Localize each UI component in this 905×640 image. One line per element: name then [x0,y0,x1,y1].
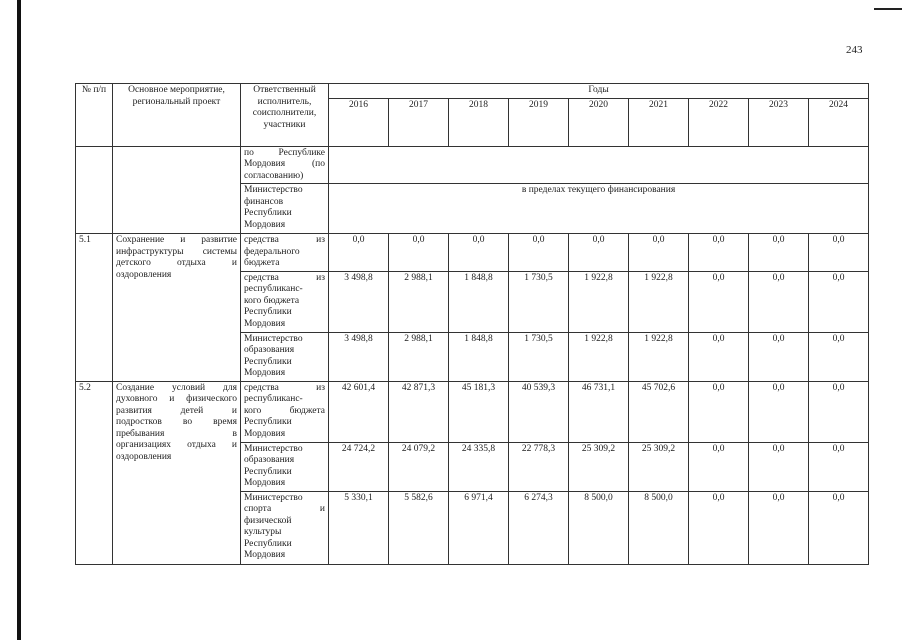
header-num: № п/п [76,84,113,147]
value-cell: 0,0 [569,234,629,272]
header-year: 2023 [749,98,809,146]
header-responsible: Ответственный исполнитель, соисполнители, участники [241,84,329,147]
value-cell: 45 181,3 [449,381,509,442]
cell-line: Республики [244,417,292,427]
value-cell: 0,0 [509,234,569,272]
value-cell: 5 582,6 [389,491,449,564]
responsible-cell [241,146,329,184]
value-cell: 1 922,8 [629,271,689,332]
cell-line: Республики [244,307,292,317]
cell-line: Республики [244,356,292,367]
value-cell: 0,0 [689,381,749,442]
corner-mark [874,8,902,10]
value-cell: 6 971,4 [449,491,509,564]
header-years: Годы [329,84,869,99]
value-cell: 0,0 [749,491,809,564]
value-cell: 2 988,1 [389,271,449,332]
cell-line: Республики [244,466,292,477]
header-event: Основное мероприятие, региональный проект [113,84,241,147]
cell-line: кого бюджета [244,405,325,416]
table-row [76,381,869,442]
responsible-cell [241,442,329,491]
value-cell: 6 274,3 [509,491,569,564]
cell-line: средства из [244,235,325,245]
value-cell: 24 724,2 [329,442,389,491]
page-number: 243 [846,44,863,56]
cell-line: Министерство [244,492,303,503]
value-cell: 0,0 [809,491,869,564]
value-cell: 24 335,8 [449,442,509,491]
value-cell: 8 500,0 [569,491,629,564]
value-cell: 42 871,3 [389,381,449,442]
row-number: 5.1 [76,234,113,382]
value-cell: 8 500,0 [629,491,689,564]
value-cell: 0,0 [629,234,689,272]
value-cell: 0,0 [749,332,809,381]
value-cell: 0,0 [749,271,809,332]
value-cell: 1 922,8 [569,332,629,381]
financing-note: в пределах текущего финансирования [329,184,869,234]
header-year: 2024 [809,98,869,146]
responsible-cell [241,381,329,442]
cell-line: детского отдыха и [116,258,237,268]
cell-line: Республики [244,208,292,218]
cell-line: организациях отдыха и [116,440,237,450]
cell-line: Министерство [244,333,303,344]
cell-line: образования [244,345,295,355]
value-cell: 3 498,8 [329,332,389,381]
value-cell: 1 730,5 [509,271,569,332]
cell-line: Сохранение и развитие [116,235,237,245]
value-cell: 0,0 [689,491,749,564]
cell-line: подростков во время [116,417,237,427]
value-cell: 0,0 [749,234,809,272]
value-cell: 0,0 [689,234,749,272]
value-cell: 0,0 [809,271,869,332]
table-row [76,234,869,272]
cell-line: Создание условий для [116,382,237,393]
cell-line: Мордовия [244,550,286,560]
value-cell: 1 730,5 [509,332,569,381]
value-cell: 46 731,1 [569,381,629,442]
table-cell [76,146,113,234]
value-cell: 40 539,3 [509,381,569,442]
value-cell: 45 702,6 [629,381,689,442]
cell-line: финансов [244,196,284,207]
cell-line: Мордовия [244,428,286,439]
event-title [113,234,241,382]
table-cell [329,146,869,184]
budget-table [75,83,869,565]
value-cell: 2 988,1 [389,332,449,381]
cell-line: развития детей и [116,405,237,416]
cell-line: оздоровления [116,269,172,280]
responsible-cell [241,234,329,272]
header-year: 2020 [569,98,629,146]
cell-line: республиканс- [244,394,303,404]
responsible-cell [241,332,329,381]
value-cell: 5 330,1 [329,491,389,564]
value-cell: 3 498,8 [329,271,389,332]
cell-line: пребывания в [116,428,237,439]
header-year: 2022 [689,98,749,146]
value-cell: 1 848,8 [449,271,509,332]
cell-line: Республики [244,538,292,549]
value-cell: 0,0 [449,234,509,272]
header-year: 2017 [389,98,449,146]
cell-line: Мордовия [244,368,286,378]
value-cell: 0,0 [689,332,749,381]
cell-line: республиканс- [244,284,303,294]
continuation-row [76,146,869,184]
value-cell: 0,0 [809,332,869,381]
cell-line: согласованию) [244,170,304,181]
value-cell: 42 601,4 [329,381,389,442]
value-cell: 25 309,2 [629,442,689,491]
cell-line: бюджета [244,258,280,268]
cell-line: средства из [244,382,325,393]
value-cell: 0,0 [389,234,449,272]
value-cell: 0,0 [809,234,869,272]
table-cell [113,146,241,234]
value-cell: 0,0 [749,381,809,442]
cell-line: Мордовия (по [244,159,325,169]
responsible-cell [241,491,329,564]
value-cell: 0,0 [689,271,749,332]
cell-line: Мордовия [244,478,286,488]
value-cell: 0,0 [809,442,869,491]
value-cell: 0,0 [689,442,749,491]
cell-line: средства из [244,272,325,283]
header-year: 2018 [449,98,509,146]
binding-edge [17,0,21,640]
cell-line: Министерство [244,185,303,195]
value-cell: 0,0 [809,381,869,442]
header-row-1 [76,84,869,99]
cell-line: инфраструктуры системы [116,246,237,257]
cell-line: Мордовия [244,219,286,230]
responsible-cell [241,271,329,332]
value-cell: 0,0 [329,234,389,272]
value-cell: 1 848,8 [449,332,509,381]
cell-line: оздоровления [116,451,172,462]
value-cell: 0,0 [749,442,809,491]
cell-line: образования [244,455,295,465]
value-cell: 24 079,2 [389,442,449,491]
row-number: 5.2 [76,381,113,564]
cell-line: Министерство [244,443,303,454]
event-title [113,381,241,564]
value-cell: 22 778,3 [509,442,569,491]
cell-line: спорта и [244,504,325,514]
cell-line: федерального [244,246,300,257]
header-year: 2016 [329,98,389,146]
cell-line: по Республике [244,147,325,158]
cell-line: Мордовия [244,318,286,329]
value-cell: 1 922,8 [629,332,689,381]
cell-line: кого бюджета [244,295,300,306]
responsible-cell [241,184,329,234]
cell-line: культуры [244,527,282,537]
header-year: 2019 [509,98,569,146]
cell-line: физической [244,515,292,526]
value-cell: 25 309,2 [569,442,629,491]
value-cell: 1 922,8 [569,271,629,332]
cell-line: духовного и физического [116,394,237,404]
header-year: 2021 [629,98,689,146]
